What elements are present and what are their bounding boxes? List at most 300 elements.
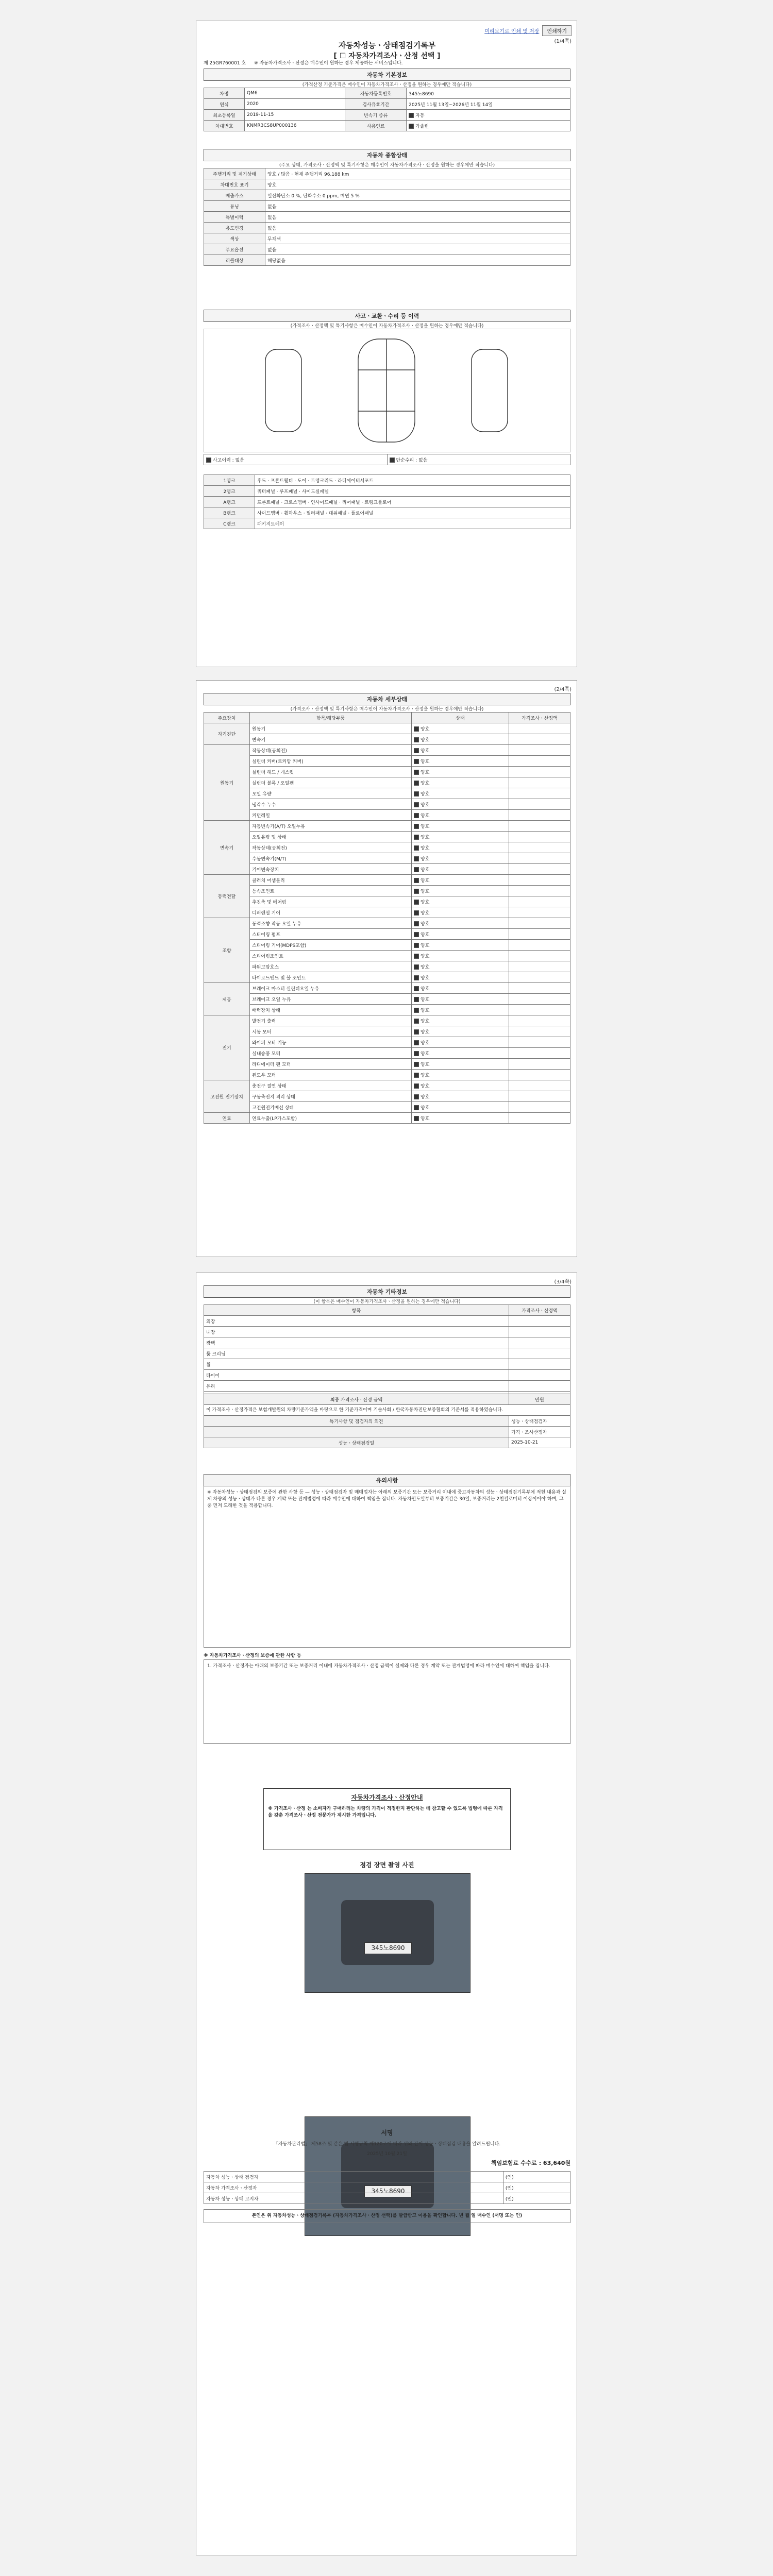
checkbox-ok[interactable] [414,900,419,905]
detail-row [204,929,570,940]
fee: 책임보험료 수수료 : 63,640원 [491,2160,570,2166]
detail-item: 윈도우 모터 [250,1070,412,1080]
final-text: 이 가격조사ㆍ산정가격은 보험개발원의 차량기준가액을 바탕으로 한 기준가격이며 기술사회 / 한국자동차진단보증협회의 기준서를 적용하였습니다. [204,1405,570,1416]
detail-row [204,1015,570,1026]
car-image [341,1900,433,1965]
col-price: 가격조사ㆍ산정액 [509,713,570,723]
sign-row [204,2172,570,2182]
detail-state: 양호 [412,767,509,777]
detail-item: 추진축 및 베어링 [250,896,412,907]
detail-group: 고전원 전기장치 [204,1080,250,1113]
checkbox-ok[interactable] [414,1073,419,1078]
special-inspector: 성능ㆍ상태점검자 [509,1416,570,1427]
state-key: 차대번호 표기 [204,179,265,190]
detail-price [509,1005,570,1015]
detail-price [509,918,570,929]
detail-price [509,907,570,918]
detail-state: 양호 [412,756,509,767]
notice2-body: 1. 가격조사ㆍ산정자는 아래의 보증기간 또는 보증거리 이내에 자동차가격조사ㆍ산정 금액이 실제와 다른 경우 계약 또는 관계법령에 따라 매수인에 대하여 책임을 집니다. [204,1659,570,1744]
checkbox-ok[interactable] [414,813,419,818]
page-toolbar [484,25,572,36]
detail-item: 파워고압호스 [250,961,412,972]
detail-state: 양호 [412,907,509,918]
rank-b-items: 사이드멤버 · 휠하우스 · 필러패널 · 대쉬패널 · 플로어패널 [255,507,570,518]
checkbox-ok[interactable] [414,791,419,796]
detail-item: 동력조향 작동 오일 누유 [250,918,412,929]
detail-price [509,994,570,1005]
detail-row [204,951,570,961]
page-1 [196,21,577,667]
detail-item: 발전기 출력 [250,1015,412,1026]
detail-state: 양호 [412,1091,509,1102]
detail-row [204,767,570,777]
detail-row [204,853,570,864]
other-item: 광택 [204,1337,509,1348]
checkbox-ok[interactable] [414,986,419,991]
state-note: (주요 상태, 가격조사ㆍ산정액 및 특기사항은 매수인이 자동차가격조사ㆍ산정을 원하는 경우에만 적습니다) [279,163,495,168]
rank-b: B랭크 [204,507,255,518]
rank-2: 2랭크 [204,486,255,497]
check-date: 2025-10-21 [509,1437,570,1448]
detail-row [204,788,570,799]
detail-price [509,821,570,832]
detail-row [204,1005,570,1015]
detail-state: 양호 [412,1113,509,1124]
detail-row [204,918,570,929]
checkbox-ok[interactable] [414,781,419,786]
detail-item: 수동변속기(M/T) [250,853,412,864]
other-item: 내장 [204,1327,509,1337]
checkbox-ok[interactable] [414,910,419,916]
detail-row [204,842,570,853]
detail-state: 양호 [412,875,509,886]
other-item: 유리 [204,1381,509,1392]
other-item: 외장 [204,1316,509,1327]
detail-price [509,896,570,907]
detail-price [509,723,570,734]
final-unit: 만원 [509,1394,570,1405]
detail-group: 동력전달 [204,875,250,918]
detail-state: 양호 [412,799,509,810]
checkbox-ok[interactable] [414,1051,419,1056]
detail-state: 양호 [412,745,509,756]
detail-row [204,1080,570,1091]
detail-item: 기어변속장치 [250,864,412,875]
state-value: 양호 / 많음 · 현재 주행거리 96,188 km [265,168,570,179]
detail-state: 양호 [412,972,509,983]
checkbox-ok[interactable] [414,1062,419,1067]
detail-item: 실린더 블록 / 오일팬 [250,777,412,788]
detail-item: 클러치 어셈블리 [250,875,412,886]
detail-item: 오일 유량 [250,788,412,799]
checkbox-ok[interactable] [414,997,419,1002]
label-trans: 변속기 종류 [345,110,407,121]
detail-state: 양호 [412,734,509,745]
basic-info-note: (가격산정 기준가격은 매수인이 자동차가격조사ㆍ산정을 원하는 경우에만 적습니다) [302,82,472,88]
other-price [509,1337,570,1348]
detail-group: 전기 [204,1015,250,1080]
sign-value: (인) [503,2172,570,2182]
parts-table [204,474,570,529]
detail-price [509,788,570,799]
detail-price [509,929,570,940]
other-title: 자동차 기타정보 [204,1285,570,1298]
state-table [204,168,570,266]
col-other-item: 항목 [204,1305,509,1316]
detail-price [509,875,570,886]
checkbox-ok[interactable] [414,1029,419,1035]
checkbox-ok[interactable] [414,770,419,775]
checkbox-auto[interactable] [409,113,414,118]
detail-row [204,940,570,951]
sign-value: (인) [503,2182,570,2193]
check-date-label: 성능ㆍ상태점검일 [204,1437,509,1448]
checkbox-ok[interactable] [414,878,419,883]
detail-state: 양호 [412,940,509,951]
doc-subtitle: [ ☐ 자동차가격조사ㆍ산정 선택 ] [333,52,441,60]
label-vin: 차대번호 [204,121,245,131]
photo-title: 점검 장면 촬영 사진 [360,1861,414,1869]
checkbox-ok[interactable] [414,932,419,937]
state-value: 없음 [265,201,570,212]
page-number: (2/4쪽) [554,687,572,692]
detail-item: 와이퍼 모터 기능 [250,1037,412,1048]
detail-price [509,983,570,994]
sign-row [204,2182,570,2193]
state-key: 튜닝 [204,201,265,212]
detail-state: 양호 [412,896,509,907]
detail-item: 스티어링 펌프 [250,929,412,940]
state-value: 없음 [265,223,570,233]
detail-item: 스티어링조인트 [250,951,412,961]
detail-row [204,864,570,875]
checkbox-ok[interactable] [414,1019,419,1024]
detail-state: 양호 [412,723,509,734]
detail-state: 양호 [412,886,509,896]
special-label: 특기사항 및 점검자의 의견 [204,1416,509,1427]
other-item: 타이어 [204,1370,509,1381]
state-row [204,168,570,179]
checkbox-ok[interactable] [414,748,419,753]
detail-item: 커먼레일 [250,810,412,821]
other-row [204,1327,570,1337]
col-other-price: 가격조사ㆍ산정액 [509,1305,570,1316]
detail-item: 고전원전기배선 상태 [250,1102,412,1113]
state-key: 색상 [204,233,265,244]
other-row [204,1359,570,1370]
checkbox-ok[interactable] [414,856,419,861]
detail-row [204,756,570,767]
detail-state: 양호 [412,951,509,961]
detail-price [509,972,570,983]
detail-price [509,951,570,961]
col-item: 항목/해당부품 [250,713,412,723]
checkbox-ok[interactable] [414,1008,419,1013]
checkbox-ok[interactable] [414,954,419,959]
detail-state: 양호 [412,994,509,1005]
other-price [509,1359,570,1370]
detail-item: 원동기 [250,723,412,734]
special-appraiser: 가격ㆍ조사산정자 [509,1427,570,1437]
detail-row [204,896,570,907]
other-item: 휠 [204,1359,509,1370]
sign-title: 서명 [381,2129,393,2137]
detail-state: 양호 [412,821,509,832]
license-plate: 345노8690 [364,2185,412,2197]
state-key: 용도변경 [204,223,265,233]
state-key: 배출가스 [204,190,265,201]
detail-row [204,832,570,842]
detail-title: 자동차 세부상태 [204,693,570,705]
state-key: 주요옵션 [204,244,265,255]
other-table [204,1304,570,1402]
detail-price [509,1102,570,1113]
rank-a: A랭크 [204,497,255,507]
checkbox-ok[interactable] [414,737,419,742]
detail-price [509,810,570,821]
detail-price [509,1015,570,1026]
detail-state: 양호 [412,777,509,788]
inspection-period: 2025년 11월 13일~2026년 11월 14일 [407,99,570,110]
rank-c-items: 패키지트레이 [255,518,570,529]
sign-value: (인) [503,2193,570,2204]
detail-state: 양호 [412,1070,509,1080]
state-title: 자동차 종합상태 [204,149,570,161]
repair-note: (가격조사ㆍ산정액 및 특기사항은 매수인이 자동차가격조사ㆍ산정을 원하는 경우에만 적습니다) [290,324,484,329]
detail-item: 라디에이터 팬 모터 [250,1059,412,1070]
page-3 [196,1273,577,2555]
label-fuel: 사용연료 [345,121,407,131]
car-number: 345노8690 [407,88,570,99]
state-value: 양호 [265,179,570,190]
state-value: 해당없음 [265,255,570,266]
repair-title: 사고ㆍ교환ㆍ수리 등 이력 [204,310,570,322]
checkbox-ok[interactable] [414,921,419,926]
detail-row [204,1070,570,1080]
simple-repair: 단순수리 : 없음 [387,454,570,465]
detail-item: 실린더 커버(로커암 커버) [250,756,412,767]
detail-group: 조향 [204,918,250,983]
detail-price [509,799,570,810]
detail-row [204,886,570,896]
detail-item: 배력장치 상태 [250,1005,412,1015]
detail-price [509,1048,570,1059]
final-price-table [204,1394,570,1448]
detail-state: 양호 [412,983,509,994]
detail-state: 양호 [412,1080,509,1091]
detail-price [509,886,570,896]
state-value: 일산화탄소 0 %, 탄화수소 0 ppm, 매연 5 % [265,190,570,201]
checkbox-ok[interactable] [414,802,419,807]
detail-item: 자동변속기(A/T) 오일누유 [250,821,412,832]
other-row [204,1370,570,1381]
other-row [204,1381,570,1392]
state-row [204,255,570,266]
detail-state: 양호 [412,1037,509,1048]
first-registration: 2019-11-15 [245,110,345,121]
state-row [204,190,570,201]
vin: KNMR3CS8UP000136 [245,121,345,131]
doc-number: 제 25GR760001 호 [204,61,246,66]
page-2 [196,680,577,1257]
detail-price [509,961,570,972]
detail-item: 냉각수 누수 [250,799,412,810]
other-note: (이 항목은 매수인이 자동차가격조사ㆍ산정을 원하는 경우에만 적습니다) [313,1299,461,1304]
rank-2-items: 쿼터패널 · 루프패널 · 사이드실패널 [255,486,570,497]
stamp-title: 자동차가격조사ㆍ산정안내 [351,1794,423,1801]
detail-group: 원동기 [204,745,250,821]
label-period: 검사유효기간 [345,99,407,110]
detail-state: 양호 [412,810,509,821]
detail-state: 양호 [412,1048,509,1059]
fuel: 가솔린 [407,121,570,131]
checkbox-ok[interactable] [414,845,419,851]
notice-body: ※ 자동차성능ㆍ상태점검의 보증에 관한 사항 등 — 성능ㆍ상태점검자 및 매매업자는 아래의 보증기간 또는 보증거리 이내에 중고자동차의 성능ㆍ상태점검기록부에 적힌 내용과 실제 차량의 성능ㆍ상태가 다른 경우 계약 또는 관계법령에 따라 매수인에 대하여 책임을 집니다. 자동차인도일부터 보증기간은 30일, 보증거리는 2천킬로미터 이상이어야 하며, 그 중 먼저 도래한 것을 적용합니다. [204,1486,570,1648]
detail-price [509,1059,570,1070]
label-carnum: 자동차등록번호 [345,88,407,99]
detail-price [509,864,570,875]
state-value: 없음 [265,244,570,255]
state-value: 없음 [265,212,570,223]
detail-state: 양호 [412,842,509,853]
detail-item: 시동 모터 [250,1026,412,1037]
detail-item: 실내송풍 모터 [250,1048,412,1059]
other-price [509,1381,570,1392]
checkbox-ok[interactable] [414,726,419,732]
basic-info-title: 자동차 기본정보 [204,69,570,81]
preview-link[interactable]: 미리보기로 인쇄 및 저장 [484,29,540,35]
checkbox-ok[interactable] [414,889,419,894]
rank-1-items: 후드 · 프론트휀더 · 도어 · 트렁크리드 · 라디에이터서포트 [255,475,570,486]
checkbox-ok[interactable] [414,1116,419,1121]
checkbox-ok[interactable] [414,943,419,948]
checkbox-ok[interactable] [414,759,419,764]
state-row [204,179,570,190]
inspection-photo-front [305,1873,470,1993]
detail-group: 제동 [204,983,250,1015]
state-row [204,233,570,244]
checkbox-ok[interactable] [414,1105,419,1110]
detail-price [509,756,570,767]
detail-state: 양호 [412,961,509,972]
car-diagram [204,329,570,452]
checkbox-ok[interactable] [414,1094,419,1099]
detail-item: 구동축전지 격리 상태 [250,1091,412,1102]
detail-row [204,821,570,832]
detail-item: 브레이크 마스터 실린더오일 누유 [250,983,412,994]
state-row [204,212,570,223]
checkbox-ok[interactable] [414,1083,419,1089]
checkbox-ok[interactable] [414,824,419,829]
detail-row [204,1091,570,1102]
sign-key: 자동차 가격조사ㆍ산정자 [204,2182,503,2193]
sign-key: 자동차 성능ㆍ상태 점검자 [204,2172,503,2182]
checkbox-ok[interactable] [414,867,419,872]
detail-state: 양호 [412,788,509,799]
detail-item: 실린더 헤드 / 개스킷 [250,767,412,777]
sign-key: 자동차 성능ㆍ상태 고지자 [204,2193,503,2204]
detail-item: 작동상태(공회전) [250,745,412,756]
state-key: 주행거리 및 계기상태 [204,168,265,179]
detail-price [509,777,570,788]
label-year: 연식 [204,99,245,110]
detail-price [509,767,570,777]
detail-price [509,1080,570,1091]
other-item: 룸 크리닝 [204,1348,509,1359]
detail-price [509,745,570,756]
label-first-reg: 최초등록일 [204,110,245,121]
detail-price [509,1070,570,1080]
detail-item: 충전구 절연 상태 [250,1080,412,1091]
detail-group: 연료 [204,1113,250,1124]
state-row [204,201,570,212]
other-price [509,1370,570,1381]
col-state: 상태 [412,713,509,723]
detail-row [204,983,570,994]
detail-row [204,907,570,918]
detail-state: 양호 [412,1102,509,1113]
detail-state: 양호 [412,1015,509,1026]
detail-state: 양호 [412,929,509,940]
sign-row [204,2193,570,2204]
detail-row [204,994,570,1005]
other-price [509,1348,570,1359]
detail-item: 오일유량 및 상태 [250,832,412,842]
detail-row [204,810,570,821]
checkbox-ok[interactable] [414,975,419,980]
checkbox-ok[interactable] [414,1040,419,1045]
other-price [509,1316,570,1327]
detail-table [204,712,570,1124]
checkbox-ok[interactable] [414,964,419,970]
detail-state: 양호 [412,1005,509,1015]
detail-state: 양호 [412,1026,509,1037]
detail-price [509,734,570,745]
print-button[interactable]: 인쇄하기 [542,25,572,36]
detail-item: 디퍼렌셜 기어 [250,907,412,918]
rank-a-items: 프론트패널 · 크로스멤버 · 인사이드패널 · 리어패널 · 트렁크플로어 [255,497,570,507]
sign-date: 2025년 10월 21일 [367,2151,407,2157]
detail-row [204,875,570,886]
detail-row [204,734,570,745]
car-year: 2020 [245,99,345,110]
detail-price [509,1091,570,1102]
detail-state: 양호 [412,832,509,842]
detail-row [204,972,570,983]
detail-row [204,745,570,756]
detail-item: 변속기 [250,734,412,745]
state-key: 리콜대상 [204,255,265,266]
other-row [204,1316,570,1327]
rank-1: 1랭크 [204,475,255,486]
car-name: QM6 [245,88,345,99]
doc-title: 자동차성능ㆍ상태점검기록부 [338,41,436,50]
footer-confirm: 본인은 위 자동차성능ㆍ상태점검기록부 (자동차가격조사ㆍ산정 선택)를 발급받고 이용을 확인합니다. 년 월 일 매수인 (서명 또는 인) [204,2209,570,2223]
sign-text: 「자동차관리법」 제58조 및 같은 법 시행규칙 제120조에 따라 위와 같이 성능ㆍ상태점검 내용을 알려드립니다. [273,2142,501,2147]
detail-note: (가격조사ㆍ산정액 및 특기사항은 매수인이 자동차가격조사ㆍ산정을 원하는 경우에만 적습니다) [290,707,484,712]
detail-state: 양호 [412,864,509,875]
detail-row [204,1102,570,1113]
detail-row [204,1113,570,1124]
detail-row [204,1037,570,1048]
detail-price [509,1037,570,1048]
notice2-title: ※ 자동차가격조사ㆍ산정의 보증에 관한 사항 등 [204,1653,301,1658]
detail-price [509,940,570,951]
notice-title: 유의사항 [204,1474,570,1486]
other-row [204,1337,570,1348]
checkbox-ok[interactable] [414,835,419,840]
checkbox-fuel[interactable] [409,124,414,129]
